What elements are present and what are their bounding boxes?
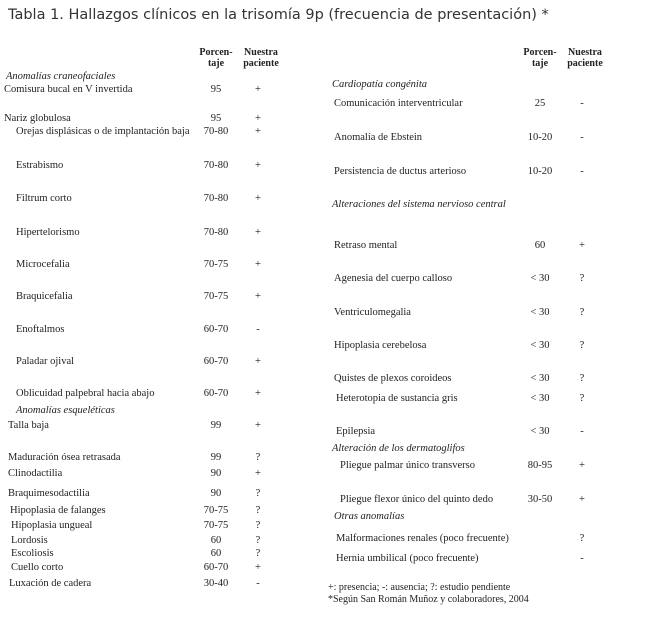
patient-status: + bbox=[255, 388, 261, 399]
finding-name: Anomalía de Ebstein bbox=[334, 132, 423, 143]
percent-value: 60 bbox=[534, 240, 546, 251]
section-heading: Cardiopatía congénita bbox=[332, 79, 427, 90]
patient-status: + bbox=[255, 291, 261, 302]
header-patient-right bbox=[562, 47, 608, 69]
patient-status: ? bbox=[255, 505, 261, 516]
footnote-legend: +: presencia; -: ausencia; ?: estudio pendiente bbox=[328, 582, 511, 593]
finding-name: Heterotopia de sustancia gris bbox=[336, 393, 458, 404]
finding-name: Estrabismo bbox=[16, 160, 64, 171]
patient-status: - bbox=[580, 553, 584, 564]
patient-status: + bbox=[579, 460, 585, 471]
finding-name: Pliegue flexor único del quinto dedo bbox=[340, 494, 494, 505]
percent-value: < 30 bbox=[530, 340, 550, 351]
patient-status: ? bbox=[255, 520, 261, 531]
patient-status: - bbox=[256, 324, 260, 335]
header-percent-right bbox=[520, 47, 560, 69]
finding-name: Talla baja bbox=[8, 420, 49, 431]
percent-value: < 30 bbox=[530, 393, 550, 404]
finding-name: Hernia umbilical (poco frecuente) bbox=[336, 553, 479, 564]
section-heading: Anomalías craneofaciales bbox=[6, 71, 116, 82]
header-text: Porcen- bbox=[199, 47, 233, 58]
percent-value: 99 bbox=[210, 452, 222, 463]
percent-value: 70-80 bbox=[203, 160, 229, 171]
finding-name: Braquicefalia bbox=[16, 291, 73, 302]
patient-status: + bbox=[255, 126, 261, 137]
patient-status: + bbox=[579, 494, 585, 505]
patient-status: - bbox=[580, 166, 584, 177]
patient-status: ? bbox=[255, 488, 261, 499]
finding-name: Ventriculomegalia bbox=[334, 307, 411, 318]
patient-status: - bbox=[580, 426, 584, 437]
percent-value: 30-50 bbox=[527, 494, 553, 505]
percent-value: 70-80 bbox=[203, 193, 229, 204]
section-heading: Alteración de los dermatoglifos bbox=[332, 443, 465, 454]
finding-name: Maduración ósea retrasada bbox=[8, 452, 121, 463]
percent-value: 70-80 bbox=[203, 227, 229, 238]
header-text: paciente bbox=[567, 58, 603, 69]
section-heading: Anomalías esqueléticas bbox=[16, 405, 115, 416]
finding-name: Lordosis bbox=[11, 535, 48, 546]
percent-value: 10-20 bbox=[527, 166, 553, 177]
patient-status: + bbox=[255, 113, 261, 124]
percent-value: 99 bbox=[210, 420, 222, 431]
percent-value: 60 bbox=[210, 535, 222, 546]
table-title: Tabla 1. Hallazgos clínicos en la trisomía 9p (frecuencia de presentación) * bbox=[8, 7, 549, 23]
finding-name: Orejas displásicas o de implantación baja bbox=[16, 126, 190, 137]
finding-name: Microcefalia bbox=[16, 259, 70, 270]
percent-value: 10-20 bbox=[527, 132, 553, 143]
finding-name: Persistencia de ductus arterioso bbox=[334, 166, 467, 177]
patient-status: ? bbox=[255, 535, 261, 546]
finding-name: Quistes de plexos coroideos bbox=[334, 373, 452, 384]
finding-name: Comisura bucal en V invertida bbox=[4, 84, 133, 95]
percent-value: 70-80 bbox=[203, 126, 229, 137]
header-text: Porcen- bbox=[523, 47, 557, 58]
patient-status: ? bbox=[579, 373, 585, 384]
finding-name: Nariz globulosa bbox=[4, 113, 71, 124]
finding-name: Malformaciones renales (poco frecuente) bbox=[336, 533, 509, 544]
finding-name: Epilepsia bbox=[336, 426, 376, 437]
finding-name: Luxación de cadera bbox=[9, 578, 92, 589]
patient-status: + bbox=[255, 468, 261, 479]
patient-status: - bbox=[580, 132, 584, 143]
finding-name: Comunicación interventricular bbox=[334, 98, 463, 109]
patient-status: + bbox=[255, 420, 261, 431]
header-text: Nuestra bbox=[568, 47, 602, 58]
finding-name: Agenesia del cuerpo calloso bbox=[334, 273, 453, 284]
finding-name: Oblicuidad palpebral hacia abajo bbox=[16, 388, 155, 399]
percent-value: 70-75 bbox=[203, 291, 229, 302]
patient-status: + bbox=[255, 227, 261, 238]
percent-value: 60-70 bbox=[203, 356, 229, 367]
finding-name: Retraso mental bbox=[334, 240, 398, 251]
header-patient-left bbox=[238, 47, 284, 69]
percent-value: 60 bbox=[210, 548, 222, 559]
patient-status: + bbox=[255, 356, 261, 367]
patient-status: + bbox=[255, 562, 261, 573]
footnote-source: *Según San Román Muñoz y colaboradores, 2004 bbox=[328, 594, 529, 605]
percent-value: 90 bbox=[210, 488, 222, 499]
patient-status: + bbox=[255, 259, 261, 270]
percent-value: 60-70 bbox=[203, 324, 229, 335]
patient-status: ? bbox=[579, 273, 585, 284]
finding-name: Paladar ojival bbox=[16, 356, 75, 367]
patient-status: ? bbox=[579, 307, 585, 318]
finding-name: Filtrum corto bbox=[16, 193, 72, 204]
patient-status: + bbox=[255, 160, 261, 171]
section-heading: Otras anomalías bbox=[334, 511, 405, 522]
finding-name: Clinodactilia bbox=[8, 468, 63, 479]
header-percent-left bbox=[196, 47, 236, 69]
header-text: Nuestra bbox=[244, 47, 278, 58]
percent-value: 70-75 bbox=[203, 505, 229, 516]
finding-name: Escoliosis bbox=[11, 548, 54, 559]
patient-status: + bbox=[255, 193, 261, 204]
patient-status: ? bbox=[579, 533, 585, 544]
patient-status: + bbox=[579, 240, 585, 251]
percent-value: < 30 bbox=[530, 426, 550, 437]
percent-value: 25 bbox=[534, 98, 546, 109]
percent-value: 95 bbox=[210, 113, 222, 124]
percent-value: 95 bbox=[210, 84, 222, 95]
percent-value: 70-75 bbox=[203, 259, 229, 270]
patient-status: - bbox=[256, 578, 260, 589]
finding-name: Hipoplasia cerebelosa bbox=[334, 340, 427, 351]
percent-value: < 30 bbox=[530, 273, 550, 284]
finding-name: Cuello corto bbox=[11, 562, 64, 573]
finding-name: Hipoplasia ungueal bbox=[11, 520, 93, 531]
header-text: taje bbox=[531, 58, 549, 69]
finding-name: Hipertelorismo bbox=[16, 227, 80, 238]
patient-status: ? bbox=[255, 548, 261, 559]
finding-name: Pliegue palmar único transverso bbox=[340, 460, 476, 471]
section-heading: Alteraciones del sistema nervioso central bbox=[332, 199, 506, 210]
finding-name: Enoftalmos bbox=[16, 324, 65, 335]
percent-value: 60-70 bbox=[203, 388, 229, 399]
percent-value: 80-95 bbox=[527, 460, 553, 471]
percent-value: < 30 bbox=[530, 307, 550, 318]
percent-value: 70-75 bbox=[203, 520, 229, 531]
patient-status: ? bbox=[579, 340, 585, 351]
header-text: taje bbox=[207, 58, 225, 69]
patient-status: ? bbox=[579, 393, 585, 404]
percent-value: 60-70 bbox=[203, 562, 229, 573]
percent-value: 90 bbox=[210, 468, 222, 479]
percent-value: 30-40 bbox=[203, 578, 229, 589]
finding-name: Hipoplasia de falanges bbox=[10, 505, 106, 516]
patient-status: ? bbox=[255, 452, 261, 463]
header-text: paciente bbox=[243, 58, 279, 69]
patient-status: + bbox=[255, 84, 261, 95]
patient-status: - bbox=[580, 98, 584, 109]
finding-name: Braquimesodactilia bbox=[8, 488, 90, 499]
percent-value: < 30 bbox=[530, 373, 550, 384]
